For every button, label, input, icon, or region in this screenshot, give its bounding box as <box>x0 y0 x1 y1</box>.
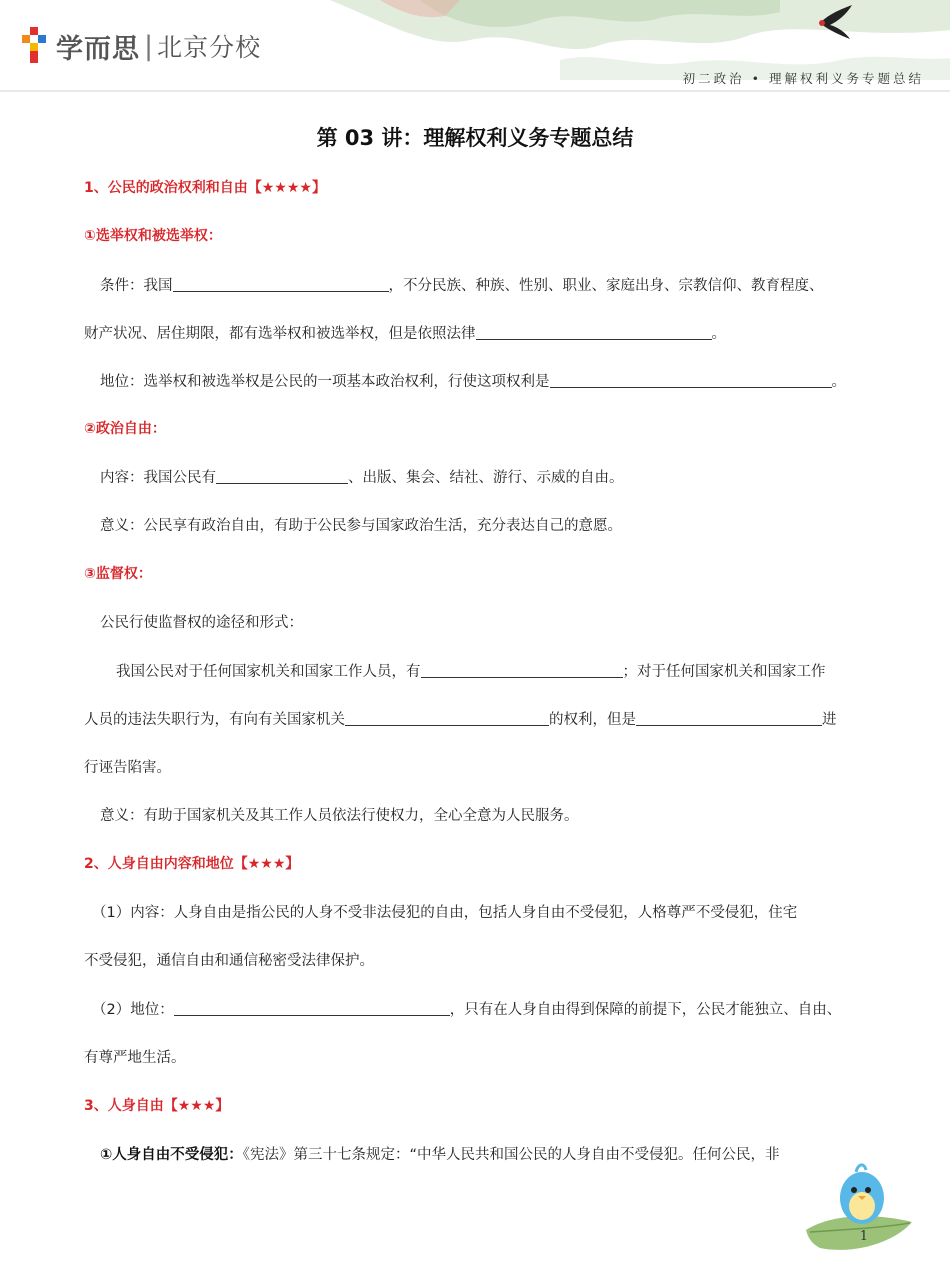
fill-blank[interactable] <box>476 325 712 340</box>
fill-blank[interactable] <box>421 663 623 678</box>
fill-blank[interactable] <box>216 469 348 484</box>
fill-blank[interactable] <box>174 1001 450 1016</box>
personal-freedom-constitution-line: ①人身自由不受侵犯：《宪法》第三十七条规定：“中华人民共和国公民的人身自由不受侵犯。任何公民，非 <box>100 1147 780 1163</box>
brand-logo <box>22 26 261 66</box>
personal-freedom-status-line-2: 有尊严地生活。 <box>84 1050 186 1066</box>
political-freedom-content-line: 内容：我国公民有 、出版、集会、结社、游行、示威的自由。 <box>100 470 624 486</box>
logo-brand-text: 学而思 <box>56 33 140 65</box>
fill-blank[interactable] <box>173 277 389 292</box>
logo-divider: | <box>144 30 154 62</box>
logo-mark-icon <box>22 27 48 65</box>
logo-branch-text: 北京分校 <box>157 33 262 62</box>
fill-blank[interactable] <box>636 711 822 726</box>
political-freedom-meaning-line: 意义：公民享有政治自由，有助于公民参与国家政治生活，充分表达自己的意愿。 <box>100 518 622 534</box>
supervision-text-line-1: 我国公民对于任何国家机关和国家工作人员，有 ；对于任何国家机关和国家工作 <box>116 664 826 680</box>
supervision-text-line-3: 行诬告陷害。 <box>84 760 171 776</box>
personal-freedom-content-line-2: 不受侵犯，通信自由和通信秘密受法律保护。 <box>84 953 374 969</box>
fill-blank[interactable] <box>550 373 832 388</box>
personal-freedom-status-line-1: （2）地位： ，只有在人身自由得到保障的前提下，公民才能独立、自由、 <box>92 1002 842 1018</box>
subsection-supervision-heading: ③监督权： <box>84 566 152 582</box>
subsection-political-freedom-heading: ②政治自由： <box>84 421 166 437</box>
election-status-line: 地位：选举权和被选举权是公民的一项基本政治权利，行使这项权利是 。 <box>100 374 846 390</box>
subsection-election-heading: ①选举权和被选举权： <box>84 228 222 244</box>
supervision-ways-line: 公民行使监督权的途径和形式： <box>100 615 303 631</box>
election-condition-line-1: 条件：我国 ，不分民族、种族、性别、职业、家庭出身、宗教信仰、教育程度、 <box>100 278 824 294</box>
mascot-bird-on-leaf-icon <box>800 1160 920 1260</box>
section-1-heading: 1、公民的政治权利和自由【★★★★】 <box>84 180 326 196</box>
page-title: 第 03 讲：理解权利义务专题总结 <box>316 126 634 150</box>
section-3-heading: 3、人身自由【★★★】 <box>84 1098 230 1114</box>
header-divider <box>0 90 950 92</box>
supervision-meaning-line: 意义：有助于国家机关及其工作人员依法行使权力，全心全意为人民服务。 <box>100 808 579 824</box>
course-header-label: 初二政治 • 理解权利义务专题总结 <box>682 71 924 86</box>
election-condition-line-2: 财产状况、居住期限，都有选举权和被选举权，但是依照法律 。 <box>84 326 726 342</box>
page-number: 1 <box>859 1229 868 1244</box>
supervision-text-line-2: 人员的违法失职行为，有向有关国家机关 的权利，但是 进 <box>84 712 837 728</box>
fill-blank[interactable] <box>345 711 549 726</box>
personal-freedom-content-line-1: （1）内容：人身自由是指公民的人身不受非法侵犯的自由，包括人身自由不受侵犯，人格尊严不受侵犯，住宅 <box>92 905 798 921</box>
section-2-heading: 2、人身自由内容和地位【★★★】 <box>84 856 300 872</box>
